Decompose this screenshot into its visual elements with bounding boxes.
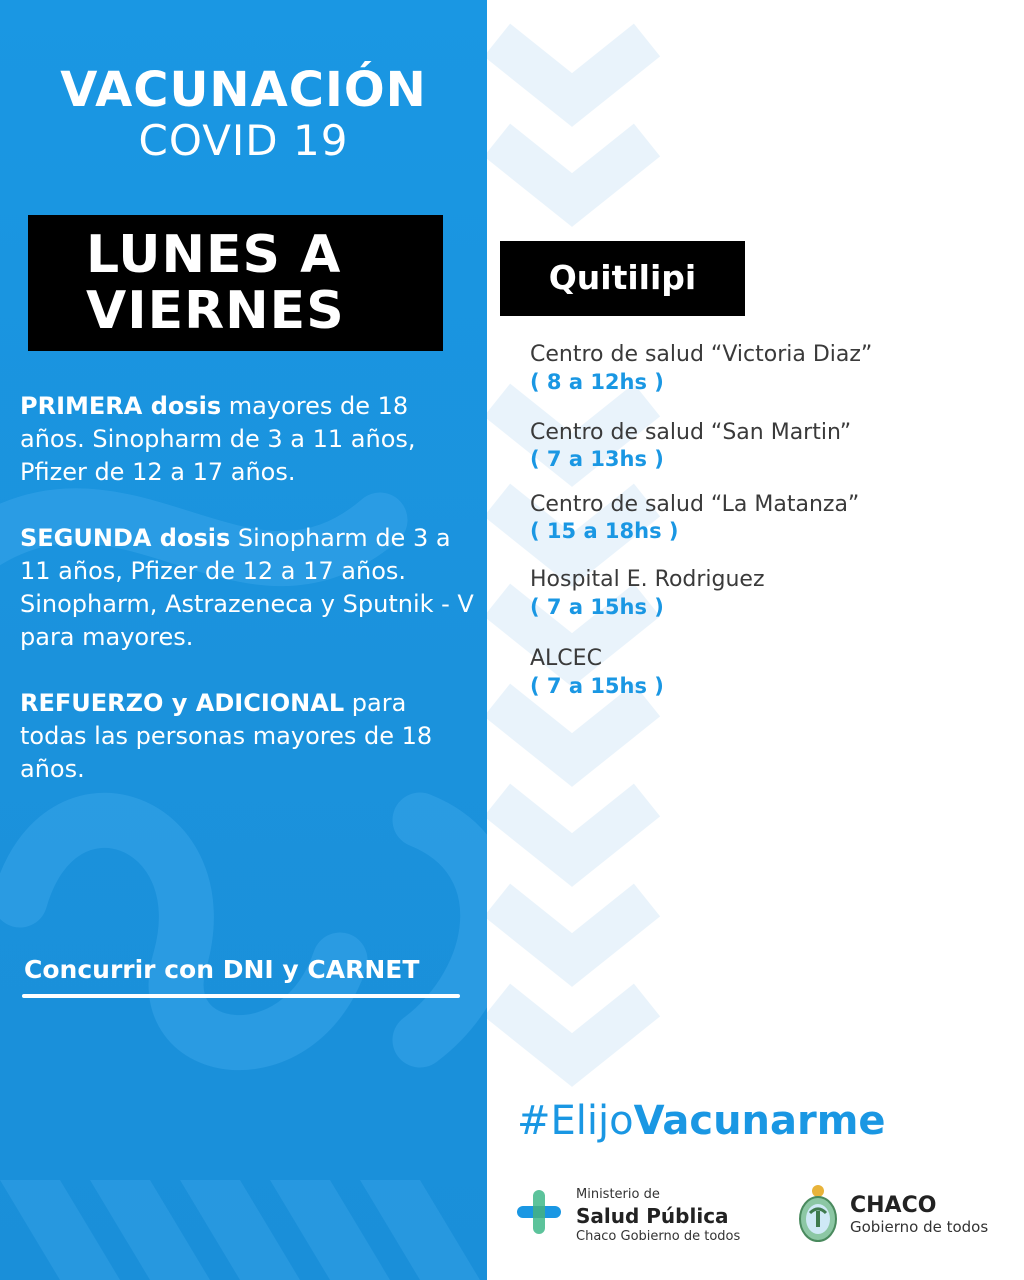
segunda-label: SEGUNDA dosis [20,524,231,552]
location-hours: ( 7 a 15hs ) [530,674,664,698]
segunda-detail: Sinopharm de 3 a 11 años, Pfizer de 12 a 17 años. Sinopharm, Astrazeneca y Sputnik - V para mayores. [20,524,474,651]
days-line-1: LUNES A [86,225,342,285]
location-hours: ( 8 a 12hs ) [530,370,664,394]
right-panel [487,0,1024,1280]
city-banner [500,241,745,316]
location-hours: ( 15 a 18hs ) [530,519,679,543]
refuerzo-text [20,687,480,786]
location-name: Centro de salud “San Martin” [530,420,852,445]
location-hours: ( 7 a 13hs ) [530,447,664,471]
hashtag-prefix: #Elijo [517,1098,634,1144]
location-name: Centro de salud “Victoria Diaz” [530,342,873,367]
days-banner [28,215,443,351]
location-name: Hospital E. Rodriguez [530,567,765,592]
campaign-hashtag [517,1098,886,1144]
hashtag-bold: Vacunarme [633,1098,886,1144]
left-panel [0,0,487,1280]
ministerio-logo [517,1185,767,1250]
days-line-2: VIERNES [86,281,345,341]
ministerio-subtitle: Chaco Gobierno de todos [576,1229,741,1244]
primera-dosis-text [20,390,480,489]
chaco-subtitle: Gobierno de todos [850,1218,989,1236]
location-name: ALCEC [530,646,602,671]
chaco-name: CHACO [850,1193,937,1218]
chevron-decoration [487,0,1024,1280]
title-vacunacion: VACUNACIÓN [60,62,427,118]
ministerio-label: Ministerio de [576,1187,660,1202]
chaco-logo [797,1183,1017,1253]
location-name: Centro de salud “La Matanza” [530,492,860,517]
chaco-seal-icon [797,1183,839,1245]
ministerio-name: Salud Pública [576,1204,729,1228]
refuerzo-detail: para todas las personas mayores de 18 años. [20,689,433,783]
city-name: Quitilipi [548,258,697,297]
requirements-note: Concurrir con DNI y CARNET [24,955,420,984]
segunda-dosis-text [20,522,480,654]
primera-label: PRIMERA dosis [20,392,222,420]
health-cross-icon [517,1190,561,1234]
refuerzo-label: REFUERZO y ADICIONAL [20,689,345,717]
primera-detail: mayores de 18 años. Sinopharm de 3 a 11 años, Pfizer de 12 a 17 años. [20,392,416,486]
note-underline [22,994,460,998]
title-covid: COVID 19 [138,116,349,165]
location-hours: ( 7 a 15hs ) [530,595,664,619]
